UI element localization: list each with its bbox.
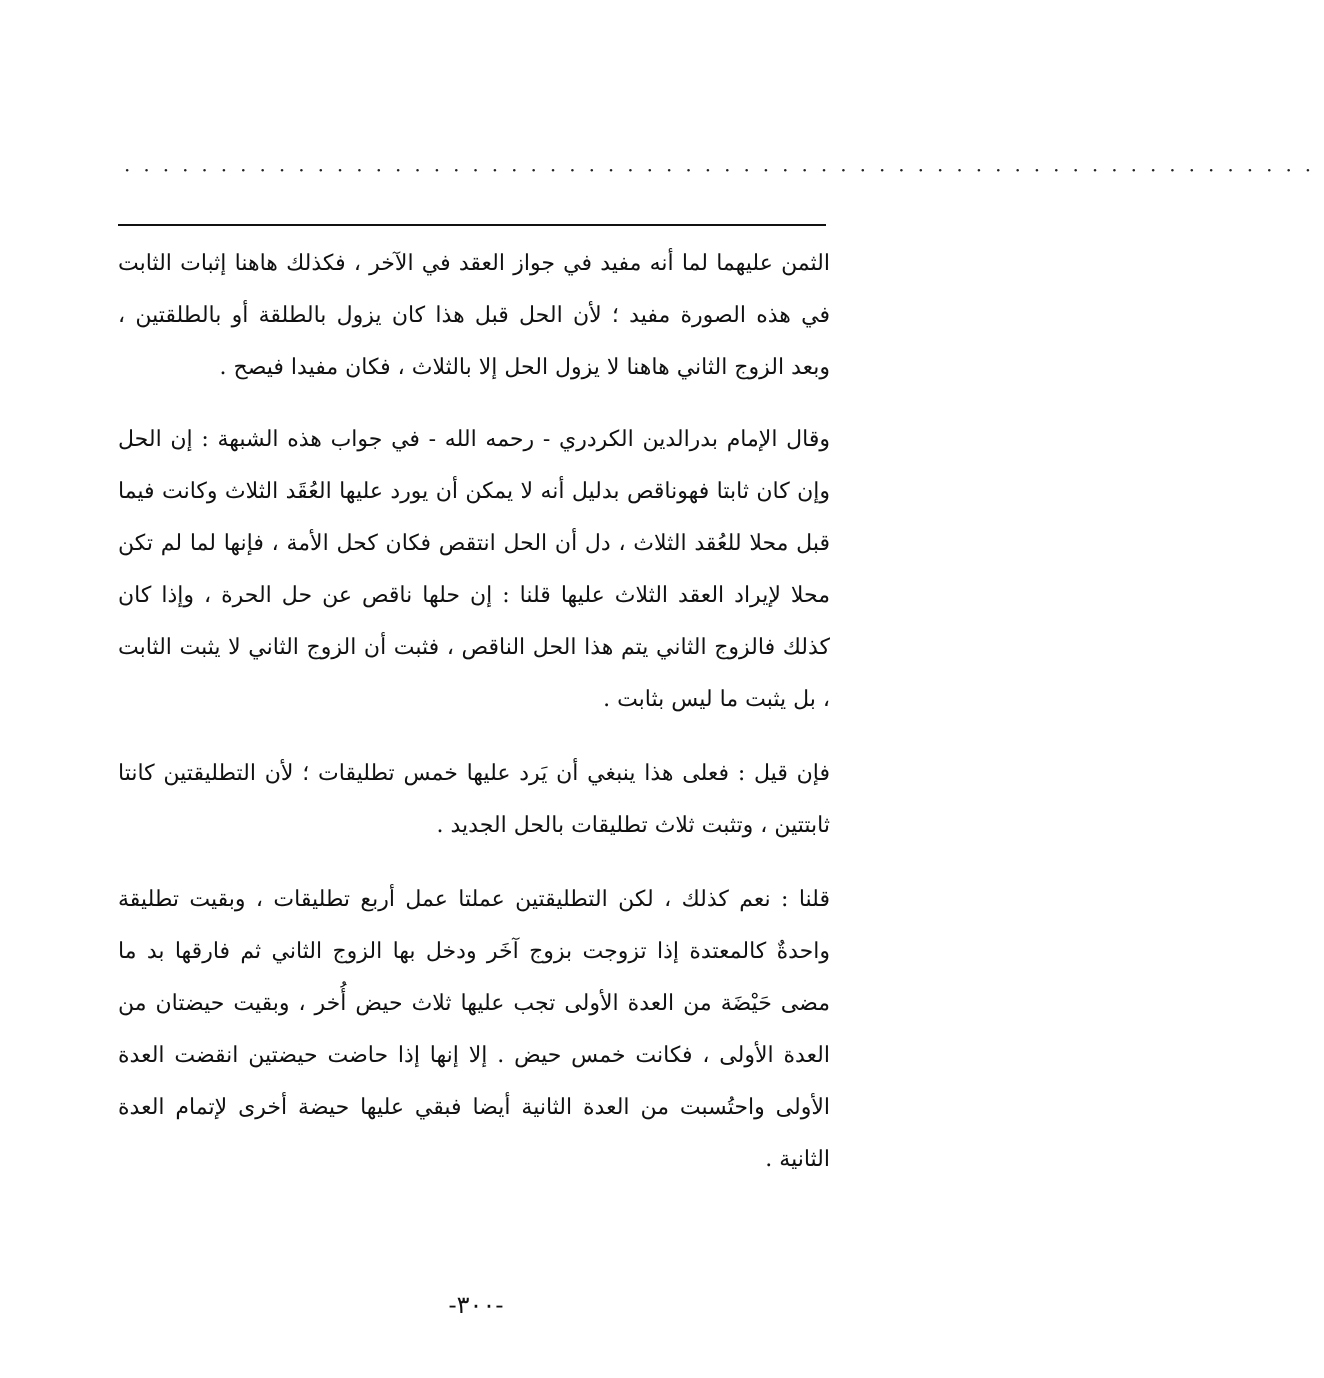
paragraph-1: الثمن عليهما لما أنه مفيد في جواز العقد في الآخر ، فكذلك هاهنا إثبات الثابت في هذه الصورة مفيد ؛ لأن الحل قبل هذا كان يزول بالطلقة أو بالطلقتين ، وبعد الزوج الثاني هاهنا لا يزول الحل إلا بالثلاث ، فكان مفيدا فيصح . (118, 251, 830, 380)
paragraph-2: وقال الإمام بدرالدين الكردري - رحمه الله - في جواب هذه الشبهة : إن الحل وإن كان ثابتا فهوناقص بدليل أنه لا يمكن أن يورد عليها العُقَد الثلاث وكانت فيما قبل محلا للعُقد الثلاث ، دل أن الحل انتقص فكان كحل الأمة ، فإنها لما لم تكن محلا لإيراد العقد الثلاث عليها قلنا : إن حلها ناقص عن حل الحرة ، وإذا كان كذلك فالزوج الثاني يتم هذا الحل الناقص ، فثبت أن الزوج الثاني لا يثبت الثابت ، بل يثبت ما ليس بثابت . (118, 427, 830, 712)
paragraph-3: فإن قيل : فعلى هذا ينبغي أن يَرد عليها خمس تطليقات ؛ لأن التطليقتين كانتا ثابتتين ، وتثبت ثلاث تطليقات بالحل الجديد . (118, 761, 830, 838)
separator-dots: ······························································ (124, 158, 1324, 182)
paragraph-4: قلنا : نعم كذلك ، لكن التطليقتين عملتا عمل أربع تطليقات ، وبقيت تطليقة واحدةٌ كالمعتدة إذا تزوجت بزوج آخَر ودخل بها الزوج الثاني ثم فارقها بد ما مضى حَيْضَة من العدة الأولى تجب عليها ثلاث حيض أُخر ، وبقيت حيضتان من العدة الأولى ، فكانت خمس حيض . إلا إنها إذا حاضت حيضتين انقضت العدة الأولى واحتُسبت من العدة الثانية أيضا فبقي عليها حيضة أخرى لإتمام العدة الثانية . (118, 887, 831, 1172)
page-number: -٣٠٠- (448, 1291, 504, 1319)
footnote-rule (118, 224, 826, 226)
body-text (118, 238, 830, 1208)
